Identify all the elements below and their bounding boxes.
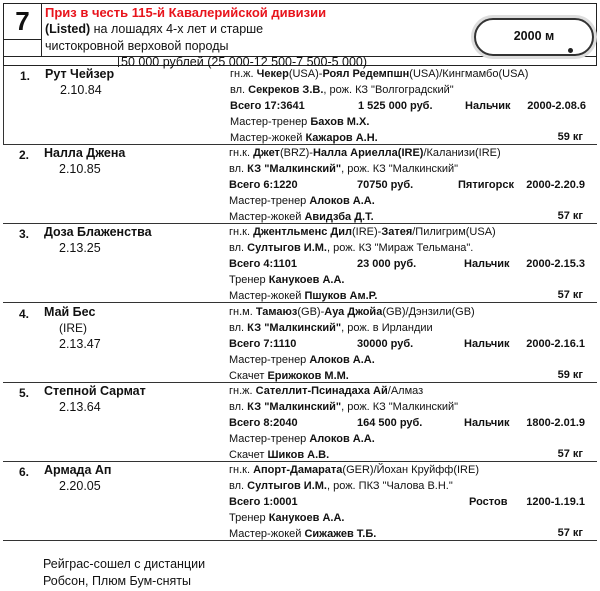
pedigree-segment: (USA)- <box>288 68 323 80</box>
entry-row <box>3 224 597 303</box>
owner-segment: вл. <box>229 480 248 492</box>
trainer-segment: Алоков А.А. <box>309 433 375 445</box>
best-city: Нальчик <box>465 100 511 112</box>
horse-time: 2.13.25 <box>59 241 101 255</box>
pedigree-segment: (GB)/Дэнзили(GB) <box>382 306 475 318</box>
pedigree-segment: Джентльменс Дил <box>253 226 352 238</box>
owner-line <box>229 163 458 175</box>
pedigree-segment: гн.к. <box>229 147 254 159</box>
total-starts: Всего 6:1220 <box>229 179 298 191</box>
best-city: Ростов <box>469 496 508 508</box>
entry-row <box>3 383 597 462</box>
best-city: Нальчик <box>464 417 510 429</box>
pedigree-line <box>230 68 528 80</box>
entry-row <box>3 304 597 383</box>
distance-label: 2000 м <box>513 29 555 43</box>
earnings: 1 525 000 руб. <box>358 100 433 112</box>
pedigree-segment: /Пилигрим(USA) <box>412 226 496 238</box>
trainer-line <box>229 512 344 524</box>
trainer-segment: Мастер-тренер <box>230 116 311 128</box>
owner-line <box>229 401 458 413</box>
horse-origin: (IRE) <box>59 321 87 335</box>
best-time: 1800-2.01.9 <box>526 417 585 429</box>
pedigree-segment: Апорт-Дамарата <box>253 464 343 476</box>
pedigree-segment: гн.к. <box>229 226 254 238</box>
listed-label: (Listed) <box>45 22 91 36</box>
total-starts: Всего 7:1110 <box>229 338 297 350</box>
trainer-segment: Алоков А.А. <box>309 354 375 366</box>
pedigree-segment: Затея <box>381 226 413 238</box>
trainer-line <box>229 274 344 286</box>
pedigree-line <box>229 464 479 476</box>
trainer-segment: Алоков А.А. <box>309 195 375 207</box>
jockey-segment: Скачет <box>229 449 268 461</box>
pedigree-segment: (GER)/Йохан Круйфф(IRE) <box>342 464 479 476</box>
race-breed: чистокровной верховой породы <box>45 39 229 53</box>
track-oval-icon <box>474 18 594 56</box>
race-conditions <box>45 22 263 36</box>
race-title: Приз в честь 115-й Кавалерийской дивизии <box>45 5 327 20</box>
trainer-segment: Мастер-тренер <box>229 354 310 366</box>
owner-segment: вл. <box>229 242 248 254</box>
race-prize: 50 000 рублей (25 000-12 500-7 500-5 000) <box>121 55 368 69</box>
entry-number: 2. <box>19 148 30 162</box>
owner-segment: Султыгов И.М. <box>247 242 327 254</box>
owner-segment: , рож. КЗ "Мираж Тельмана". <box>326 242 474 254</box>
jockey-segment: Мастер-жокей <box>229 528 305 540</box>
owner-line <box>229 480 453 492</box>
jockey-line <box>229 290 377 302</box>
best-city: Нальчик <box>464 338 510 350</box>
pedigree-line <box>229 147 501 159</box>
owner-line <box>230 84 454 96</box>
owner-line <box>229 242 473 254</box>
note: Рейграс-сошел с дистанции <box>43 557 206 571</box>
trainer-segment: Мастер-тренер <box>229 433 310 445</box>
best-city: Пятигорск <box>458 179 514 191</box>
owner-segment: вл. <box>229 322 248 334</box>
trainer-segment: Канукоев А.А. <box>268 512 345 524</box>
earnings: 70750 руб. <box>357 179 414 191</box>
trainer-segment: Тренер <box>229 512 269 524</box>
owner-segment: , рож. ПКЗ "Чалова В.Н." <box>326 480 453 492</box>
owner-segment: , рож. КЗ "Малкинский" <box>341 163 459 175</box>
jockey-segment: Сижажев Т.Б. <box>304 528 377 540</box>
pedigree-segment: (BRZ)- <box>279 147 313 159</box>
notes <box>43 556 205 590</box>
weight: 59 кг <box>557 369 583 381</box>
pedigree-segment: Налла Ариелла(IRE) <box>312 147 424 159</box>
entry-row <box>3 145 597 224</box>
best-time: 2000-2.15.3 <box>526 258 585 270</box>
finish-dot-icon <box>568 48 573 53</box>
pedigree-segment: гн.к. <box>229 464 254 476</box>
jockey-segment: Авидзба Д.Т. <box>304 211 374 223</box>
pedigree-segment: /Алмаз <box>387 385 424 397</box>
pedigree-segment: Джет <box>253 147 280 159</box>
pedigree-segment: Роял Редемпшн <box>322 68 410 80</box>
horse-name: Степной Сармат <box>44 384 146 398</box>
trainer-line <box>229 195 375 207</box>
conditions-text: на лошадях 4-х лет и старше <box>90 22 264 36</box>
earnings: 30000 руб. <box>357 338 414 350</box>
entry-row <box>3 462 597 541</box>
entry-row <box>3 66 597 145</box>
trainer-segment: Мастер-тренер <box>229 195 310 207</box>
owner-segment: КЗ "Малкинский" <box>247 322 342 334</box>
pedigree-segment: (IRE)- <box>351 226 382 238</box>
pedigree-segment: Ауа Джойа <box>324 306 383 318</box>
jockey-line <box>229 449 329 461</box>
horse-name: Май Бес <box>44 305 96 319</box>
total-starts: Всего 4:1101 <box>229 258 298 270</box>
best-time: 2000-2.08.6 <box>527 100 586 112</box>
trainer-segment: Тренер <box>229 274 269 286</box>
horse-time: 2.13.64 <box>59 400 101 414</box>
trainer-segment: Канукоев А.А. <box>268 274 345 286</box>
entry-number: 4. <box>19 307 30 321</box>
horse-time: 2.10.84 <box>60 83 102 97</box>
jockey-segment: Скачет <box>229 370 268 382</box>
pedigree-line <box>229 385 423 397</box>
jockey-line <box>229 370 349 382</box>
entry-number: 6. <box>19 465 30 479</box>
jockey-line <box>230 132 378 144</box>
owner-segment: КЗ "Малкинский" <box>247 163 342 175</box>
owner-segment: Султыгов И.М. <box>247 480 327 492</box>
owner-segment: вл. <box>229 163 248 175</box>
pedigree-segment: Чекер <box>256 68 289 80</box>
owner-segment: КЗ "Малкинский" <box>247 401 342 413</box>
entry-number: 3. <box>19 227 30 241</box>
best-time: 2000-2.16.1 <box>526 338 585 350</box>
pedigree-segment: гн.ж. <box>229 385 256 397</box>
weight: 59 кг <box>557 131 583 143</box>
owner-segment: вл. <box>229 401 248 413</box>
jockey-segment: Мастер-жокей <box>230 132 306 144</box>
owner-segment: Секреков З.В. <box>248 84 324 96</box>
horse-name: Налла Джена <box>44 146 126 160</box>
horse-time: 2.13.47 <box>59 337 101 351</box>
jockey-line <box>229 528 376 540</box>
owner-segment: вл. <box>230 84 249 96</box>
entry-number: 5. <box>19 386 30 400</box>
jockey-segment: Мастер-жокей <box>229 211 305 223</box>
earnings: 23 000 руб. <box>357 258 417 270</box>
weight: 57 кг <box>557 527 583 539</box>
owner-segment: , рож. в Ирландии <box>341 322 433 334</box>
trainer-line <box>230 116 369 128</box>
pedigree-segment: /Каланизи(IRE) <box>423 147 501 159</box>
best-city: Нальчик <box>464 258 510 270</box>
race-header <box>3 3 597 69</box>
horse-name: Рут Чейзер <box>45 67 115 81</box>
total-starts: Всего 17:3641 <box>230 100 305 112</box>
jockey-segment: Кажаров А.Н. <box>305 132 378 144</box>
pedigree-line <box>229 226 496 238</box>
pedigree-segment: гн.ж. <box>230 68 257 80</box>
horse-time: 2.20.05 <box>59 479 101 493</box>
trainer-segment: Бахов М.Х. <box>310 116 370 128</box>
best-time: 1200-1.19.1 <box>526 496 585 508</box>
pedigree-segment: (USA)/Кингмамбо(USA) <box>409 68 529 80</box>
pedigree-line <box>229 306 475 318</box>
weight: 57 кг <box>557 210 583 222</box>
pedigree-segment: (GB)- <box>297 306 325 318</box>
jockey-segment: Мастер-жокей <box>229 290 305 302</box>
trainer-line <box>229 433 375 445</box>
entry-number: 1. <box>20 69 31 83</box>
horse-name: Доза Блаженства <box>44 225 152 239</box>
pedigree-segment: гн.м. <box>229 306 256 318</box>
weight: 57 кг <box>557 289 583 301</box>
jockey-segment: Ерижоков М.М. <box>267 370 349 382</box>
header-cell <box>4 39 42 56</box>
trainer-line <box>229 354 375 366</box>
jockey-line <box>229 211 374 223</box>
horse-time: 2.10.85 <box>59 162 101 176</box>
pedigree-segment: Тамаюз <box>255 306 298 318</box>
jockey-segment: Пшуков Ам.Р. <box>304 290 378 302</box>
owner-segment: , рож. КЗ "Волгоградский" <box>323 84 454 96</box>
jockey-segment: Шиков А.В. <box>267 449 330 461</box>
owner-line <box>229 322 433 334</box>
note: Робсон, Плюм Бум-сняты <box>43 574 191 588</box>
pedigree-segment: Сателлит-Псинадаха Ай <box>255 385 388 397</box>
total-starts: Всего 8:2040 <box>229 417 298 429</box>
earnings: 164 500 руб. <box>357 417 423 429</box>
owner-segment: , рож. КЗ "Малкинский" <box>341 401 459 413</box>
total-starts: Всего 1:0001 <box>229 496 298 508</box>
weight: 57 кг <box>557 448 583 460</box>
race-number: 7 <box>4 4 42 40</box>
best-time: 2000-2.20.9 <box>526 179 585 191</box>
horse-name: Армада Ап <box>44 463 112 477</box>
